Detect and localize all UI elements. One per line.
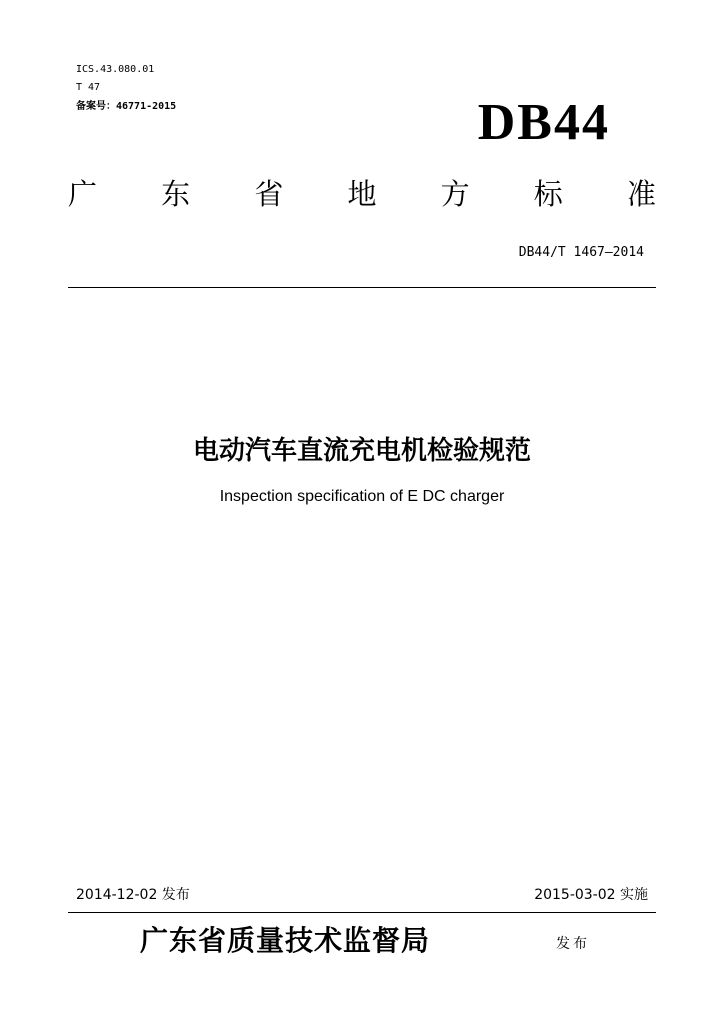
document-title-chinese: 电动汽车直流充电机检验规范 <box>192 436 531 466</box>
standard-type-char: 标 <box>533 177 563 211</box>
document-title-english: Inspection specification of E DC charger <box>219 488 505 505</box>
issuing-authority: 广东省质量技术监督局 <box>140 924 431 957</box>
standard-type-char: 方 <box>440 177 470 211</box>
issue-date: 2014-12-02 发布 <box>76 887 190 903</box>
standard-type-char: 地 <box>347 177 377 211</box>
standard-type-char: 省 <box>254 177 284 211</box>
standard-type-char: 准 <box>626 177 656 211</box>
record-number: 备案号：46771-2015 <box>76 101 177 112</box>
standard-type-heading <box>68 174 656 214</box>
issuing-authority-suffix: 发布 <box>556 936 590 952</box>
implementation-date: 2015-03-02 实施 <box>534 887 648 903</box>
standard-type-char: 广 <box>68 177 98 211</box>
classification-code: T 47 <box>76 82 101 93</box>
standard-type-char: 东 <box>161 177 191 211</box>
bottom-divider <box>68 912 656 913</box>
db44-logo: DB44 <box>477 94 610 151</box>
standard-code: DB44/T 1467—2014 <box>518 245 644 260</box>
top-divider <box>68 287 656 288</box>
ics-code: ICS.43.080.01 <box>76 64 155 75</box>
